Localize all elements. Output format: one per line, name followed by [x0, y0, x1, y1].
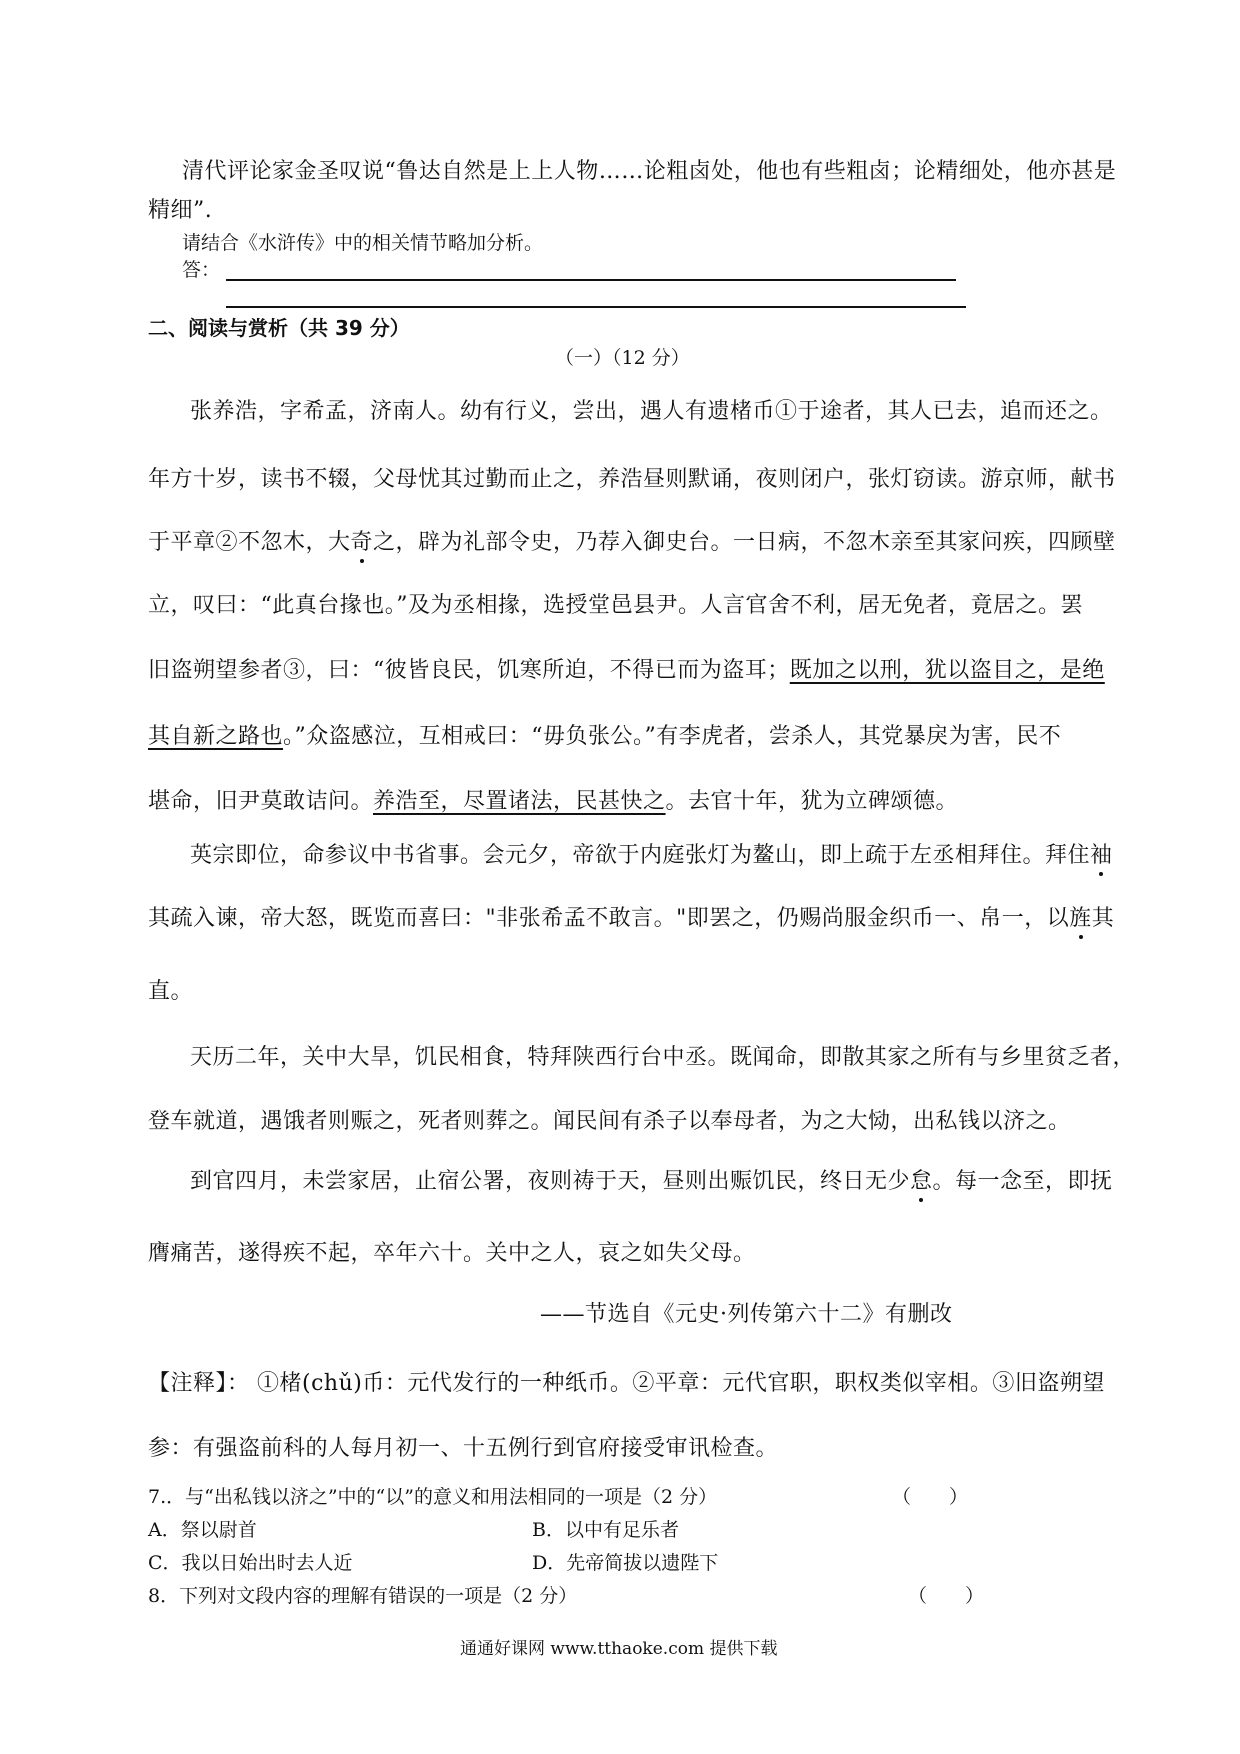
q8-stem: 8．下列对文段内容的理解有错误的一项是（2 分） [148, 1585, 578, 1607]
passage-segment: 堪命，旧尹莫敢诘问。 [148, 789, 374, 814]
q7-option-a[interactable]: A．祭以尉首 [148, 1519, 257, 1541]
passage-segment: 之，辟为礼部令史，乃荐入御史台。一日病，不忽木亲至其家问疾，四顾壁 [373, 530, 1116, 555]
section-subtitle: （一）（12 分） [555, 347, 690, 369]
passage-line: 直。 [148, 979, 194, 1004]
question-text-line1: 清代评论家金圣叹说“鲁达自然是上上人物……论粗卤处，他也有些粗卤；论精细处，他亦甚是 [182, 159, 1117, 184]
emphasized-char: 怠 [910, 1169, 933, 1194]
passage-segment: 。”众盗感泣，互相戒曰：“毋负张公。”有李虎者，尝杀人，其党暴戾为害，民不 [283, 724, 1062, 749]
underlined-sentence: 既加之以刑，犹以盗目之，是绝 [789, 658, 1105, 683]
passage-segment: 于平章②不忽木，大 [148, 530, 351, 555]
passage-segment: 其疏入谏，帝大怒，既览而喜曰："非张希孟不敢言。"即罢之，仍赐尚服金织币一、帛一，以 [148, 906, 1070, 931]
q7-option-c[interactable]: C．我以日始出时去人近 [148, 1552, 353, 1574]
passage-line [148, 719, 1061, 750]
q7-answer-paren[interactable]: （ ） [892, 1486, 969, 1508]
q8-answer-paren[interactable]: （ ） [908, 1585, 985, 1607]
passage-line: 张养浩，字希孟，济南人。幼有行义，尝出，遇人有遗楮币①于途者，其人已去，追而还之。 [190, 399, 1113, 424]
emphasized-char: 奇 [350, 530, 374, 555]
answer-line-2[interactable] [226, 306, 966, 308]
q7-option-b[interactable]: B．以中有足乐者 [532, 1519, 679, 1541]
q7-option-d[interactable]: D．先帝简拔以遗陛下 [532, 1552, 719, 1574]
notes-line1: 【注释】： ①楮(chǔ)币：元代发行的一种纸币。②平章：元代官职，职权类似宰相。③旧盗朔望 [148, 1371, 1105, 1396]
answer-label: 答： [182, 259, 221, 281]
emphasized-char: 旌 [1069, 906, 1092, 931]
question-prompt: 请结合《水浒传》中的相关情节略加分析。 [182, 232, 544, 254]
passage-segment: 。每一念至，即抚 [932, 1169, 1113, 1194]
emphasized-char: 袖 [1090, 843, 1113, 868]
notes-line2: 参：有强盗前科的人每月初一、十五例行到官府接受审讯检查。 [148, 1436, 779, 1461]
passage-source: ——节选自《元史·列传第六十二》有删改 [540, 1302, 953, 1327]
passage-segment: 英宗即位，命参议中书省事。会元夕，帝欲于内庭张灯为鳌山，即上疏于左丞相拜住。拜住 [190, 843, 1091, 868]
passage-line: 登车就道，遇饿者则赈之，死者则葬之。闻民间有杀子以奉母者，为之大恸，出私钱以济之。 [148, 1109, 1071, 1134]
passage-line [148, 901, 1114, 932]
passage-line [148, 653, 1105, 684]
passage-line: 年方十岁，读书不辍，父母忧其过勤而止之，养浩昼则默诵，夜则闭户，张灯窃读。游京师，献书 [148, 467, 1116, 492]
q7-stem: 7.．与“出私钱以济之”中的“以”的意义和用法相同的一项是（2 分） [148, 1486, 718, 1508]
passage-line: 膺痛苦，遂得疾不起，卒年六十。关中之人，哀之如失父母。 [148, 1241, 756, 1266]
passage-segment: 。去官十年，犹为立碑颂德。 [665, 789, 959, 814]
underlined-sentence: 其自新之路也 [148, 724, 284, 749]
passage-segment: 到官四月，未尝家居，止宿公署，夜则祷于天，昼则出赈饥民，终日无少 [190, 1169, 911, 1194]
passage-segment: 旧盗朔望参者③，曰：“彼皆良民，饥寒所迫，不得已而为盗耳； [148, 658, 790, 683]
answer-line-1[interactable] [226, 279, 956, 281]
passage-segment: 其 [1091, 906, 1115, 931]
passage-line [148, 784, 958, 815]
passage-line: 立，叹曰：“此真台掾也。”及为丞相掾，选授堂邑县尹。人言官舍不利，居无免者，竟居之。罢 [148, 593, 1083, 618]
section-title: 二、阅读与赏析（共 39 分） [148, 316, 410, 340]
passage-line [148, 525, 1116, 556]
page-footer: 通通好课网 www.tthaoke.com 提供下载 [460, 1639, 778, 1659]
passage-line [190, 838, 1113, 869]
passage-line [190, 1164, 1113, 1195]
passage-line: 天历二年，关中大旱，饥民相食，特拜陕西行台中丞。既闻命，即散其家之所有与乡里贫乏者， [190, 1045, 1136, 1070]
question-text-line2: 精细”. [148, 198, 213, 223]
underlined-sentence: 养浩至，尽置诸法，民甚快之 [373, 789, 666, 814]
